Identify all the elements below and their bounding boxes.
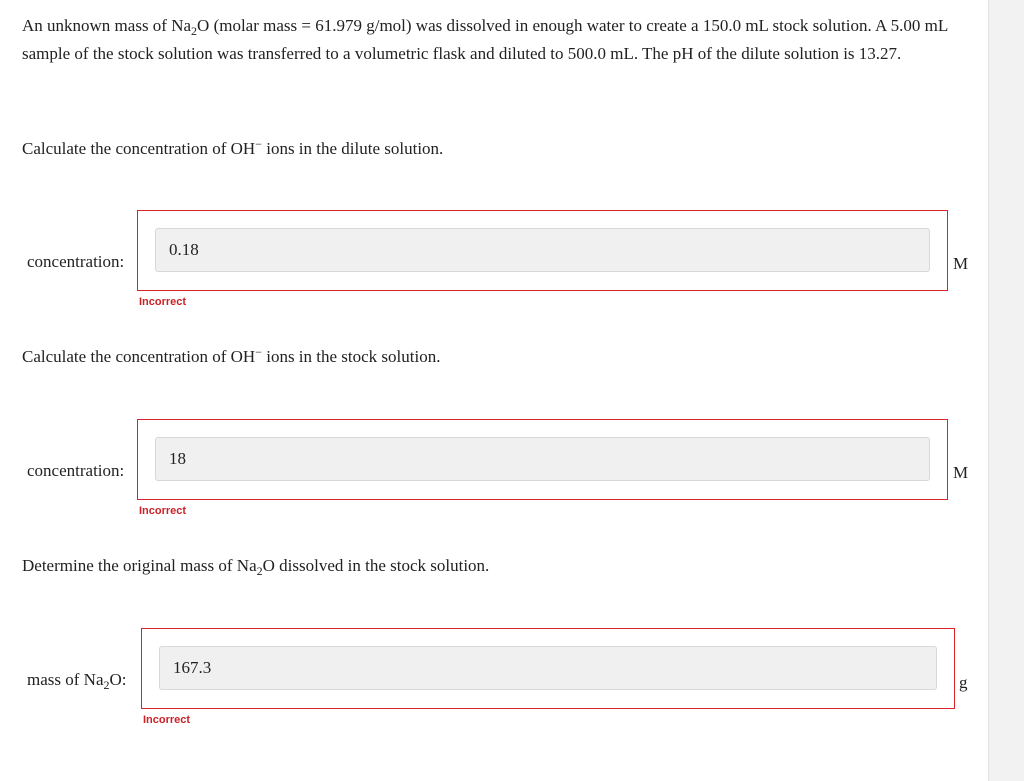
stock-concentration-unit: M xyxy=(953,463,969,482)
problem-statement: An unknown mass of $Na_2O$ (molar mass = 61.979 g/mol) was dissolved in enough water to create a 150.0 mL stock solution. A 5.00 mL sample of the stock solution was transferred to a volumetric flask and diluted to 500.0 mL. The pH of the dilute solution is 13.27. xyxy=(22,16,948,63)
question-original-mass: Determine the original mass of $Na_2O$ dissolved in the stock solution. xyxy=(22,556,490,578)
question-dilute-oh: Calculate the concentration of OH− ions in the dilute solution. xyxy=(22,137,444,158)
dilute-concentration-label: concentration: xyxy=(27,252,125,271)
stock-concentration-answer-box xyxy=(137,419,948,500)
mass-label: mass of $Na_2O$: xyxy=(27,670,127,692)
dilute-concentration-status: Incorrect xyxy=(139,296,187,308)
question-stock-oh: Calculate the concentration of OH− ions in the stock solution. xyxy=(22,345,441,366)
dilute-concentration-answer-box xyxy=(137,210,948,291)
dilute-concentration-input[interactable] xyxy=(155,228,930,272)
mass-answer-box xyxy=(141,628,955,709)
stock-concentration-status: Incorrect xyxy=(139,505,187,517)
mass-input[interactable] xyxy=(159,646,937,690)
mass-unit: g xyxy=(959,673,968,692)
stock-concentration-input[interactable] xyxy=(155,437,930,481)
dilute-concentration-unit: M xyxy=(953,254,969,273)
right-scroll-rail xyxy=(988,0,1024,781)
mass-status: Incorrect xyxy=(143,714,191,726)
stock-concentration-label: concentration: xyxy=(27,461,125,480)
